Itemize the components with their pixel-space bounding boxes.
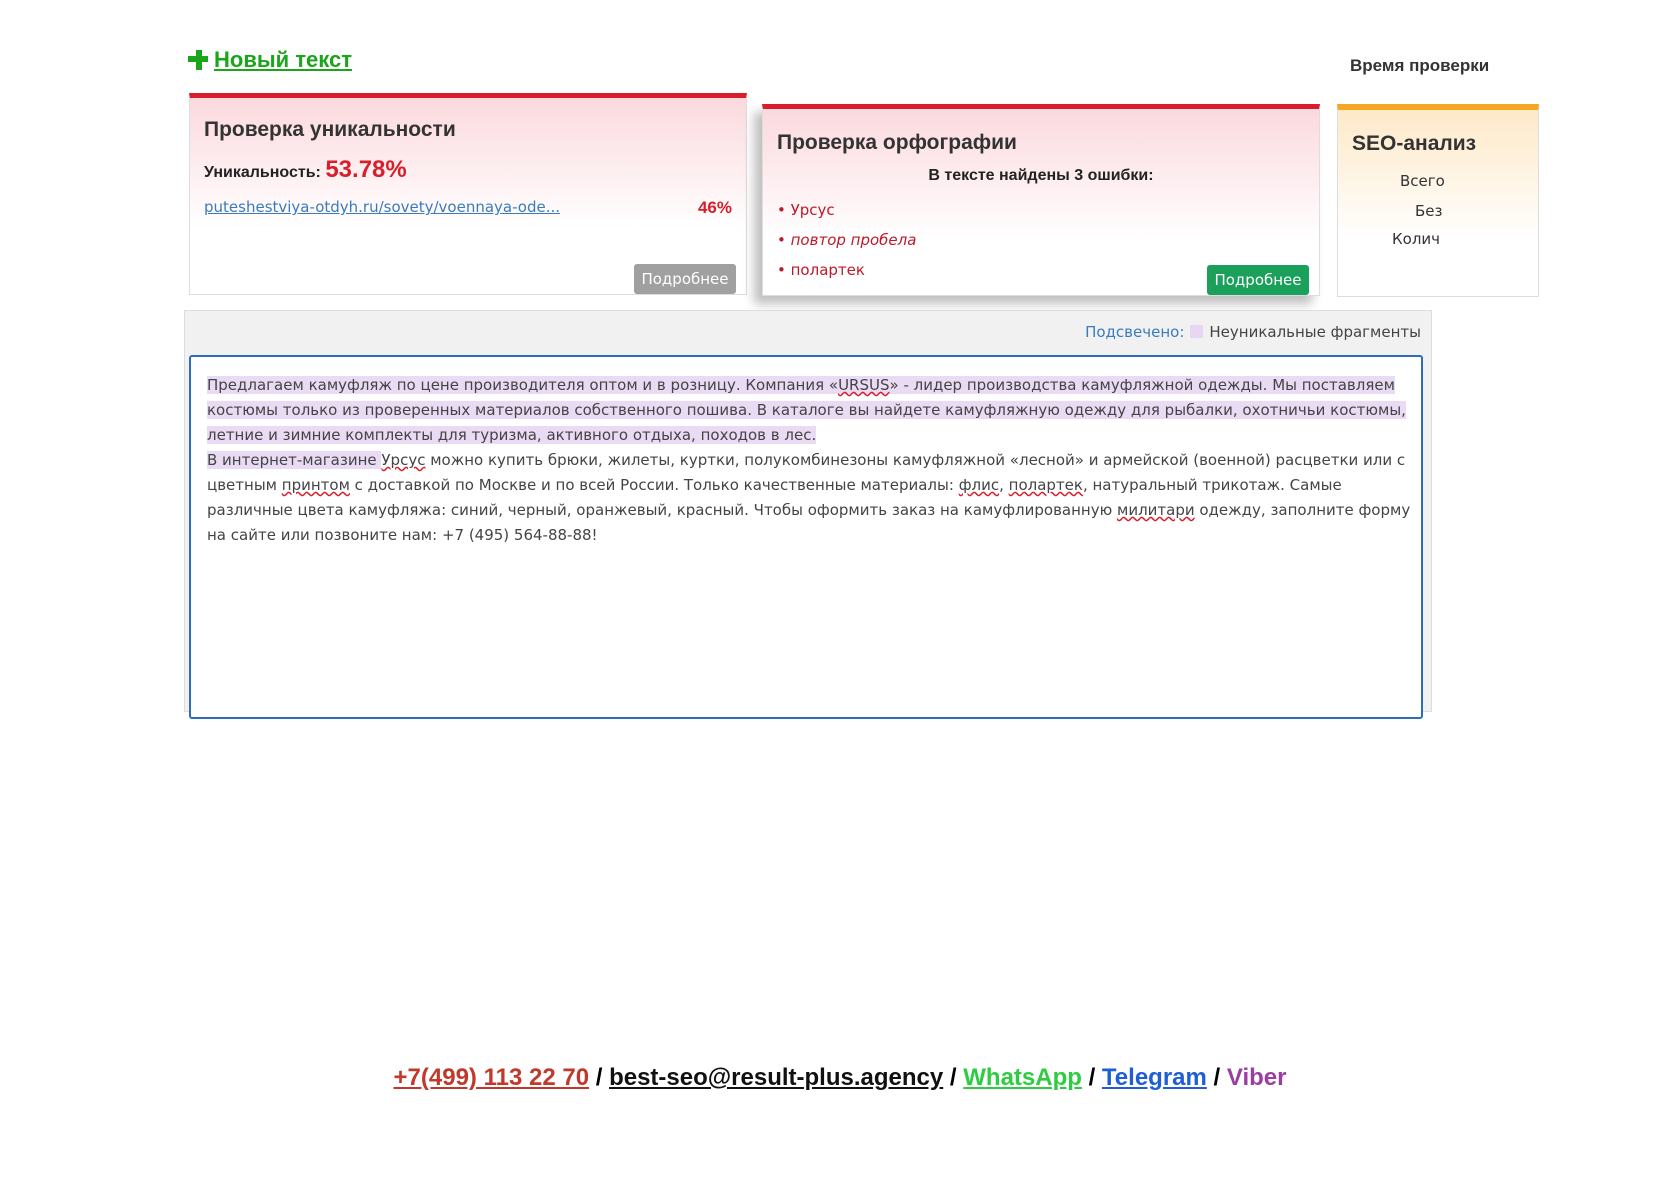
spelling-error-word: принтом xyxy=(281,476,350,494)
separator: / xyxy=(1088,1064,1096,1091)
non-unique-fragment: В интернет-магазине xyxy=(207,451,382,469)
spelling-error-word: флис xyxy=(958,476,1000,494)
seo-card xyxy=(1337,104,1539,297)
source-percent: 46% xyxy=(697,198,732,217)
uniqueness-title: Проверка уникальности xyxy=(204,118,456,141)
highlight-legend xyxy=(1085,323,1421,341)
spelling-error-word: милитари xyxy=(1117,501,1195,519)
whatsapp-link[interactable]: WhatsApp xyxy=(963,1064,1082,1091)
seo-title: SEO-анализ xyxy=(1352,132,1477,155)
new-text-link[interactable] xyxy=(188,47,352,73)
uniqueness-label: Уникальность: xyxy=(204,164,321,181)
spelling-error-word: URSUS xyxy=(838,376,890,394)
uniqueness-details-button[interactable]: Подробнее xyxy=(634,264,736,294)
separator: / xyxy=(949,1064,957,1091)
seo-row: Колич xyxy=(1392,230,1441,248)
spelling-error-word: полартек xyxy=(1008,476,1083,494)
legend-swatch xyxy=(1190,325,1203,338)
contact-footer xyxy=(0,1064,1680,1092)
phone-link[interactable]: +7(499) 113 22 70 xyxy=(393,1064,590,1091)
spelling-title: Проверка орфографии xyxy=(777,131,1017,154)
checker-screenshot xyxy=(180,90,1477,695)
email-link[interactable]: best-seo@result-plus.agency xyxy=(609,1064,944,1091)
uniqueness-card xyxy=(189,93,747,295)
text-run: , натуральный трикотаж. Самые различные цвета камуфляжа: синий, черный, оранжевый, красный. Чтобы оформить заказ на камуфлированную xyxy=(207,476,1342,519)
separator: / xyxy=(1213,1064,1221,1091)
seo-row: Без xyxy=(1415,202,1443,220)
editor-text xyxy=(207,373,1411,548)
uniqueness-value: 53.78% xyxy=(325,156,407,183)
spelling-error-word: Урсус xyxy=(381,451,426,469)
spelling-card xyxy=(762,104,1320,296)
spelling-summary: В тексте найдены 3 ошибки: xyxy=(928,167,1154,184)
paragraph-2 xyxy=(207,448,1411,548)
spelling-error-list xyxy=(777,201,916,291)
text-run: , xyxy=(999,476,1009,494)
uniqueness-score xyxy=(204,156,407,184)
new-text-label: Новый текст xyxy=(214,47,353,72)
text-editor[interactable] xyxy=(189,355,1423,719)
plus-icon xyxy=(188,50,208,70)
source-url-link[interactable]: puteshestviya-otdyh.ru/sovety/voennaya-ode... xyxy=(204,198,561,216)
seo-row: Всего xyxy=(1400,172,1445,190)
telegram-link[interactable]: Telegram xyxy=(1101,1064,1207,1091)
text-run: одежду, заполните форму на сайте или позвоните нам: +7 (495) 564-88-88! xyxy=(207,501,1411,544)
spelling-error-item[interactable]: • повтор пробела xyxy=(777,231,916,261)
non-unique-fragment: » - лидер производства камуфляжной одежды. Мы поставляем костюмы только из проверенных материалов собственного пошива. В каталоге вы найдете камуфляжную одежду для рыбалки, охотничьи костюмы, летние и зимние комплекты для туризма, активного отдыха, походов в лес. xyxy=(207,376,1406,444)
separator: / xyxy=(595,1064,603,1091)
spelling-error-item[interactable]: • полартек xyxy=(777,261,916,291)
text-run: можно купить брюки, жилеты, куртки, полукомбинезоны камуфляжной «лесной» и армейской (военной) расцветки или с цветным xyxy=(207,451,1406,494)
paragraph-1 xyxy=(207,373,1411,448)
check-time-label: Время проверки xyxy=(1350,56,1490,75)
spelling-error-item[interactable]: • Урсус xyxy=(777,201,916,231)
legend-label: Подсвечено: xyxy=(1085,323,1185,341)
legend-text: Неуникальные фрагменты xyxy=(1209,323,1421,341)
text-panel xyxy=(184,310,1432,712)
non-unique-fragment: Предлагаем камуфляж по цене производителя оптом и в розницу. Компания « xyxy=(207,376,839,394)
spelling-details-button[interactable]: Подробнее xyxy=(1207,265,1309,295)
viber-label[interactable]: Viber xyxy=(1226,1064,1287,1091)
text-run: с доставкой по Москве и по всей России. Только качественные материалы: xyxy=(349,476,959,494)
